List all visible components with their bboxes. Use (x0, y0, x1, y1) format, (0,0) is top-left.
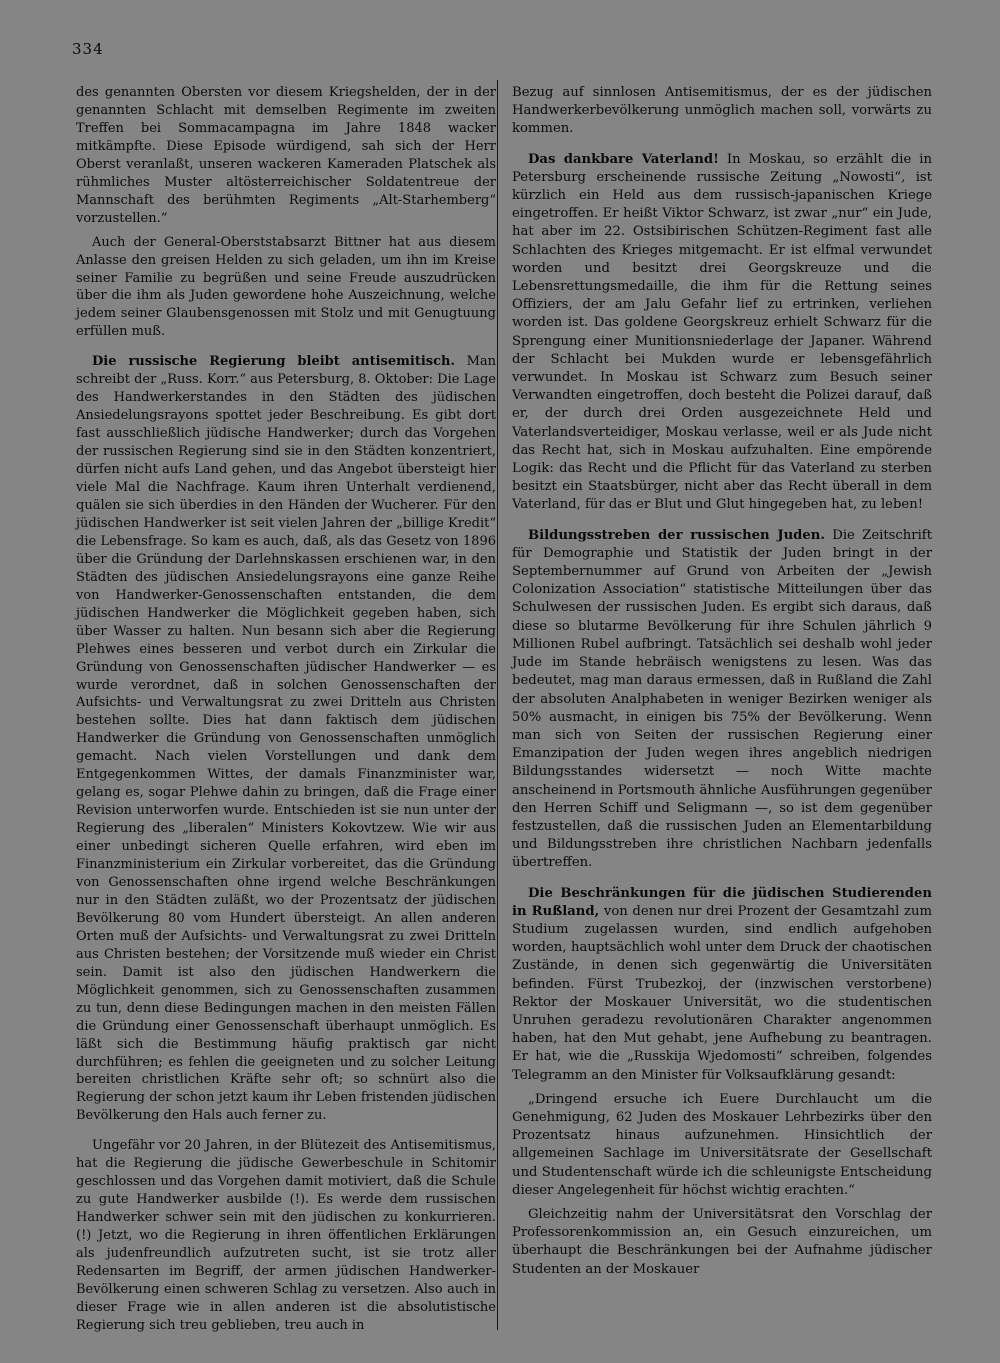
page-number: 334 (72, 40, 104, 58)
article-headline: Die russische Regierung bleibt antisemitisch. (92, 354, 455, 370)
article-headline: Das dankbare Vaterland! (528, 151, 719, 167)
article-paragraph (512, 151, 932, 515)
article-paragraph (512, 527, 932, 873)
paragraph: Gleichzeitig nahm der Universitätsrat den Vorschlag der Professorenkommission an, ein Gesuch einzureichen, um überhaupt die Beschränkungen bei der Aufnahme jüdischer Studenten an der Moskauer (512, 1206, 932, 1277)
column-divider (497, 80, 498, 1330)
article-headline: Die Beschränkungen für die jüdischen Studierenden in Rußland, (512, 885, 932, 919)
article-headline: Bildungsstreben der russischen Juden. (528, 527, 825, 543)
paragraph: des genannten Obersten vor diesem Kriegshelden, der in der genannten Schlacht mit demselben Regimente im zweiten Treffen bei Sommacampagna im Jahre 1848 wacker mitkämpfte. Diese Episode würdigend, sah sich der Herr Oberst veranlaßt, unseren wackeren Kameraden Platschek als rühmliches Muster altösterreichischer Soldatentreue der Mannschaft des berühmten Regiments „Alt-Starhemberg“ vorzustellen.“ (76, 85, 496, 226)
article-body: Man schreibt der „Russ. Korr.“ aus Petersburg, 8. Oktober: Die Lage des Handwerkerstandes in den Städten des jüdischen Ansiedelungsrayons spottet jeder Beschreibung. Es gibt dort fast ausschließlich jüdische Handwerker; durch das Vorgehen der russischen Regierung sind sie in den Städten konzentriert, dürfen nicht aufs Land gehen, und das Angebot übersteigt hier viele Mal die Nachfrage. Kaum ihren Unterhalt verdienend, quälen sie sich überdies in den Händen der Wucherer. Für den jüdischen Handwerker ist seit vielen Jahren der „billige Kredit“ die Lebensfrage. So kam es auch, daß, als das Gesetz von 1896 über die Gründung der Darlehnskassen erschienen war, in den Städten des jüdischen Ansiedelungsrayons eine ganze Reihe von Handwerker-Genossenschaften entstanden, die dem jüdischen Handwerker die Möglichkeit gegeben haben, sich über Wasser zu halten. Nun besann sich aber die Regierung Plehwes eines besseren und verbot durch ein Zirkular die Gründung von Genossenschaften jüdischer Handwerker — es wurde verordnet, daß in solchen Genossenschaften der Aufsichts- und Verwaltungsrat zu zwei Dritteln aus Christen bestehen sollte. Dies hat dann faktisch dem jüdischen Handwerker die Gründung von Genossenschaften unmöglich gemacht. Nach vielen Vorstellungen und dank dem Entgegenkommen Wittes, der damals Finanzminister war, gelang es, sogar Plehwe dahin zu bringen, daß die Frage einer Revision unterworfen wurde. Entschieden ist sie nun unter der Regierung des „liberalen“ Ministers Kokovtzew. Wie wir aus einer unbedingt sicheren Quelle erfahren, wird eben im Finanzministerium ein Zirkular vorbereitet, das die Gründung von Genossenschaften ohne irgend welche Beschränkungen nur in den Städten zuläßt, wo der Prozentsatz der jüdischen Bevölkerung 80 vom Hundert übersteigt. An allen anderen Orten muß der Aufsichts- und Verwaltungsrat zu zwei Dritteln aus Christen bestehen; der Vorsitzende muß wieder ein Christ sein. Damit ist also den jüdischen Handwerkern die Möglichkeit genommen, sich zu Genossenschaften zusammen zu tun, denn diese Bedingungen machen in den meisten Fällen die Gründung einer Genossenschaft überhaupt unmöglich. Es läßt sich die Bestimmung häufig praktisch gar nicht durchführen; es fehlen die geeigneten und zu solcher Leitung bereiten christlichen Kräfte sehr oft; so schnürt also die Regierung der schon jetzt kaum ihr Leben fristenden jüdischen Bevölkerung den Hals auch ferner zu. (76, 354, 496, 1124)
article-paragraph (76, 353, 496, 1125)
article-body: von denen nur drei Prozent der Gesamtzahl zum Studium zugelassen wurden, sind endlich aufgehoben worden, hauptsächlich wohl unter dem Druck der chaotischen Zustände, in denen sich gegenwärtig die Universitäten befinden. Fürst Trubezkoj, der (inzwischen verstorbene) Rektor der Moskauer Universität, wo die studentischen Unruhen geradezu revolutionären Charakter angenommen haben, hat den Mut gehabt, jene Aufhebung zu beantragen. Er hat, wie die „Russkija Wjedomosti“ schreiben, folgendes Telegramm an den Minister für Volksaufklärung gesandt: (512, 903, 932, 1083)
left-column (76, 84, 496, 1341)
article-body: In Moskau, so erzählt die in Petersburg erscheinende russische Zeitung „Nowosti“, ist kürzlich ein Held aus dem russisch-japanischen Kriege eingetroffen. Er heißt Viktor Schwarz, ist zwar „nur“ ein Jude, hat aber im 22. Ostsibirischen Schützen-Regiment fast alle Schlachten des Krieges mitgemacht. Er ist elfmal verwundet worden und besitzt drei Georgskreuze und die Lebensrettungsmedaille, die ihm für die Rettung seines Offiziers, der am Jalu Gefahr lief zu ertrinken, verliehen worden ist. Das goldene Georgskreuz erhielt Schwarz für die Sprengung einer Munitionsniederlage der Japaner. Während der Schlacht bei Mukden wurde er lebensgefährlich verwundet. In Moskau ist Schwarz zum Besuch seiner Verwandten eingetroffen, doch besteht die Polizei darauf, daß er, der durch drei Orden ausgezeichnete Held und Vaterlandsverteidiger, Moskau verlasse, weil er als Jude nicht das Recht hat, sich in Moskau aufzuhalten. Eine empörende Logik: das Recht und die Pflicht für das Vaterland zu sterben besitzt ein Staatsbürger, nicht aber das Recht überall in dem Vaterland, für das er Blut und Glut hingegeben hat, zu leben! (512, 151, 932, 513)
paragraph: Auch der General-Oberststabsarzt Bittner hat aus diesem Anlasse den greisen Helden zu sich geladen, um ihn im Kreise seiner Familie zu begrüßen und seine Freude auszudrücken über die ihm als Juden gewordene hohe Auszeichnung, welche jedem seiner Glaubensgenossen mit Stolz und mit Genugtuung erfüllen muß. (76, 234, 496, 340)
article-paragraph (512, 885, 932, 1085)
paragraph: Bezug auf sinnlosen Antisemitismus, der es der jüdischen Handwerkerbevölkerung unmöglich machen soll, vorwärts zu kommen. (512, 85, 932, 137)
article-body: Die Zeitschrift für Demographie und Statistik der Juden bringt in der Septembernummer auf Grund von Arbeiten der „Jewish Colonization Association“ statistische Mitteilungen über das Schulwesen der russischen Juden. Es ergibt sich daraus, daß diese so blutarme Bevölkerung für ihre Schulen jährlich 9 Millionen Rubel aufbringt. Tatsächlich sei deshalb wohl jeder Jude im Stande hebräisch wenigstens zu lesen. Was das bedeutet, mag man daraus ermessen, daß in Rußland die Zahl der absoluten Analphabeten in weniger Bezirken weniger als 50% ausmacht, in einigen bis 75% der Bevölkerung. Wenn man sich von Seiten der russischen Regierung einer Emanzipation der Juden wegen ihres angeblich niedrigen Bildungsstandes widersetzt — noch Witte machte anscheinend in Portsmouth ähnliche Ausführungen gegenüber den Herren Schiff und Seligmann —, so ist dem gegenüber festzustellen, daß die russischen Juden an Elementarbildung und Bildungsstreben ihre christlichen Nachbarn jedenfalls übertreffen. (512, 527, 932, 871)
paragraph: Ungefähr vor 20 Jahren, in der Blütezeit des Antisemitismus, hat die Regierung die jüdische Gewerbeschule in Schitomir geschlossen und das Vorgehen damit motiviert, daß die Schule zu gute Handwerker ausbilde (!). Es werde dem russischen Handwerker schwer sein mit den jüdischen zu konkurrieren. (!) Jetzt, wo die Regierung in ihren öffentlichen Erklärungen als judenfreundlich aufzutreten sucht, ist sie trotz aller Redensarten im Begriff, der armen jüdischen Handwerker-Bevölkerung einen schweren Schlag zu versetzen. Also auch in dieser Frage wie in allen anderen ist die absolutistische Regierung sich treu geblieben, treu auch in (76, 1138, 496, 1333)
right-column (512, 84, 932, 1285)
telegram-quote: „Dringend ersuche ich Euere Durchlaucht um die Genehmigung, 62 Juden des Moskauer Lehrbezirks über den Prozentsatz hinaus aufzunehmen. Hinsichtlich der allgemeinen Sachlage im Universitätsrate der Gesellschaft und Studentenschaft würde ich die schleunigste Entscheidung dieser Angelegenheit für höchst wichtig erachten.“ (512, 1091, 932, 1198)
